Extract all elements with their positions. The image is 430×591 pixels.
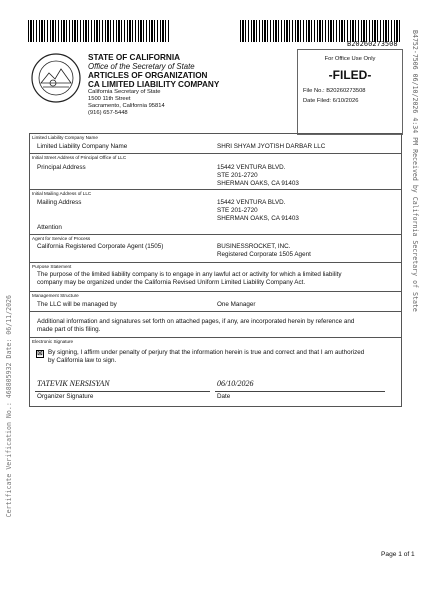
section-title-agent: Agent for Service of Process: [32, 236, 91, 241]
agent-name: BUSINESSROCKET, INC.: [217, 243, 291, 250]
page-number: Page 1 of 1: [381, 551, 415, 558]
divider: [29, 262, 402, 263]
file-number: File No.: B20260273508: [303, 88, 366, 94]
articles-title: ARTICLES OF ORGANIZATION: [88, 71, 208, 80]
mailing-address-line: SHERMAN OAKS, CA 91403: [217, 215, 299, 222]
barcode-number: B20260273508: [347, 40, 398, 48]
mailing-label: Mailing Address: [37, 199, 82, 206]
principal-address-line: 15442 VENTURA BLVD.: [217, 164, 286, 171]
affirm-text: By signing, I affirm under penalty of perjury that the information herein is true and correct and that I am authorized by California law to sign.: [48, 349, 365, 364]
filed-stamp: -FILED-: [328, 68, 372, 82]
llc-name-label: Limited Liability Company Name: [37, 143, 128, 150]
management-label: The LLC will be managed by: [37, 301, 117, 308]
agent-type: Registered Corporate 1505 Agent: [217, 251, 311, 258]
signature-date: 06/10/2026: [217, 379, 254, 388]
attention-label: Attention: [37, 224, 62, 231]
divider: [29, 189, 402, 190]
form-box: [29, 133, 402, 407]
barcode-left: [28, 20, 171, 42]
received-stamp-text: B4752-7506 06/10/2026 4:34 PM Received by California Secretary of State: [411, 30, 419, 312]
affirm-checkbox[interactable]: ☒: [37, 351, 43, 357]
divider: [29, 234, 402, 235]
company-type-title: CA LIMITED LIABILITY COMPANY: [88, 80, 220, 89]
office-use-box: [297, 49, 403, 135]
divider: [29, 153, 402, 154]
certificate-verification-text: Certificate Verification No.: 468805932 Date: 06/11/2026: [5, 295, 13, 518]
date-filed: Date Filed: 6/10/2026: [303, 98, 359, 104]
organizer-signature-label: Organizer Signature: [37, 393, 94, 400]
address-line: (916) 657-5448: [88, 110, 128, 116]
address-line: 1500 11th Street: [88, 96, 131, 102]
state-seal-icon: [31, 53, 81, 103]
principal-address-line: SHERMAN OAKS, CA 91403: [217, 180, 299, 187]
section-title-electronic-signature: Electronic Signature: [32, 339, 74, 344]
purpose-text: The purpose of the limited liability company is to engage in any lawful act or activity for which a limited liability company may be organized under the California Revised Uniform Limited Liability Company Act.: [37, 271, 342, 286]
organizer-signature: TATEVIK NERSISYAN: [37, 379, 110, 388]
section-title-purpose: Purpose Statement: [32, 264, 72, 269]
section-title-mailing: Initial Mailing Address of LLC: [32, 191, 92, 196]
principal-label: Principal Address: [37, 164, 86, 171]
signature-line: [35, 391, 210, 392]
mailing-address-line: 15442 VENTURA BLVD.: [217, 199, 286, 206]
divider: [29, 311, 402, 312]
date-line: [215, 391, 385, 392]
barcode-right: [240, 20, 400, 42]
management-value: One Manager: [217, 301, 256, 308]
divider: [29, 337, 402, 338]
office-name: Office of the Secretary of State: [88, 62, 195, 71]
state-title: STATE OF CALIFORNIA: [88, 53, 181, 62]
llc-name-value: SHRI SHYAM JYOTISH DARBAR LLC: [217, 143, 326, 150]
date-label: Date: [217, 393, 231, 400]
agent-label: California Registered Corporate Agent (1505): [37, 243, 164, 250]
divider: [29, 291, 402, 292]
section-title-llc-name: Limited Liability Company Name: [32, 135, 98, 140]
principal-address-line: STE 201-2720: [217, 172, 258, 179]
mailing-address-line: STE 201-2720: [217, 207, 258, 214]
section-title-management: Management Structure: [32, 293, 79, 298]
address-line: California Secretary of State: [88, 89, 161, 95]
address-line: Sacramento, California 95814: [88, 103, 165, 109]
section-title-principal: Initial Street Address of Principal Office of LLC: [32, 155, 127, 160]
office-use-title: For Office Use Only: [324, 56, 376, 62]
additional-info-text: Additional information and signatures set forth on attached pages, if any, are incorporated herein by reference and made part of this filing.: [37, 318, 355, 333]
